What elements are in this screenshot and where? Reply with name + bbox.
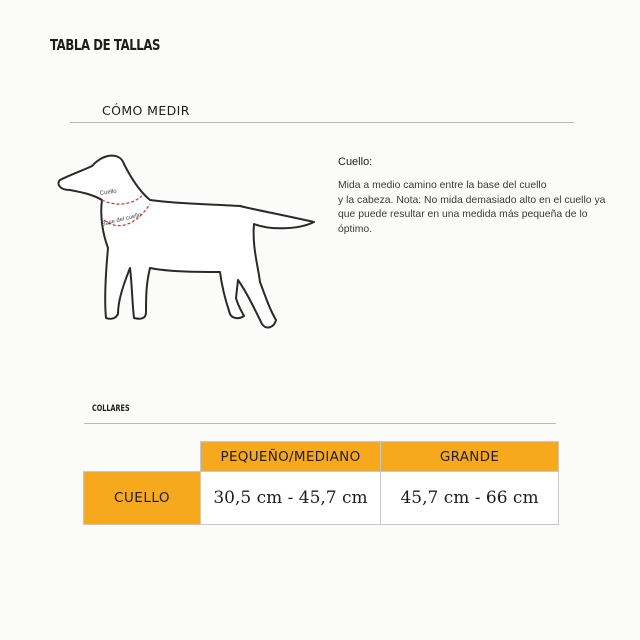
dog-silhouette-icon xyxy=(58,156,314,328)
table-header-row xyxy=(84,442,559,472)
table-row xyxy=(84,472,559,525)
how-to-measure-heading: CÓMO MEDIR xyxy=(102,103,190,118)
size-value-large: 45,7 cm - 66 cm xyxy=(381,472,559,525)
instructions-title: Cuello: xyxy=(338,156,373,168)
column-header-small-medium: PEQUEÑO/MEDIANO xyxy=(201,442,381,472)
neck-label: Cuello xyxy=(99,188,118,197)
instructions-line: y la cabeza. Nota: No mida demasiado alto en el cuello ya xyxy=(338,194,606,206)
section-divider xyxy=(70,122,574,123)
section-divider xyxy=(84,423,556,424)
table-corner-cell xyxy=(84,442,201,472)
collars-heading: COLLARES xyxy=(92,404,130,414)
instructions-text xyxy=(338,179,638,237)
size-table xyxy=(83,441,559,525)
instructions-line: óptimo. xyxy=(338,223,373,235)
instructions-line: Mida a medio camino entre la base del cuello xyxy=(338,180,547,191)
measure-instructions xyxy=(338,156,638,237)
neck-base-label: Base del cuello xyxy=(101,212,142,228)
instructions-line: que puede resultar en una medida más pequeña de lo xyxy=(338,209,588,220)
column-header-large: GRANDE xyxy=(381,442,559,472)
size-value-small-medium: 30,5 cm - 45,7 cm xyxy=(201,472,381,525)
row-header-neck: CUELLO xyxy=(84,472,201,525)
page-title: TABLA DE TALLAS xyxy=(50,36,161,54)
dog-measurement-diagram xyxy=(52,148,322,338)
